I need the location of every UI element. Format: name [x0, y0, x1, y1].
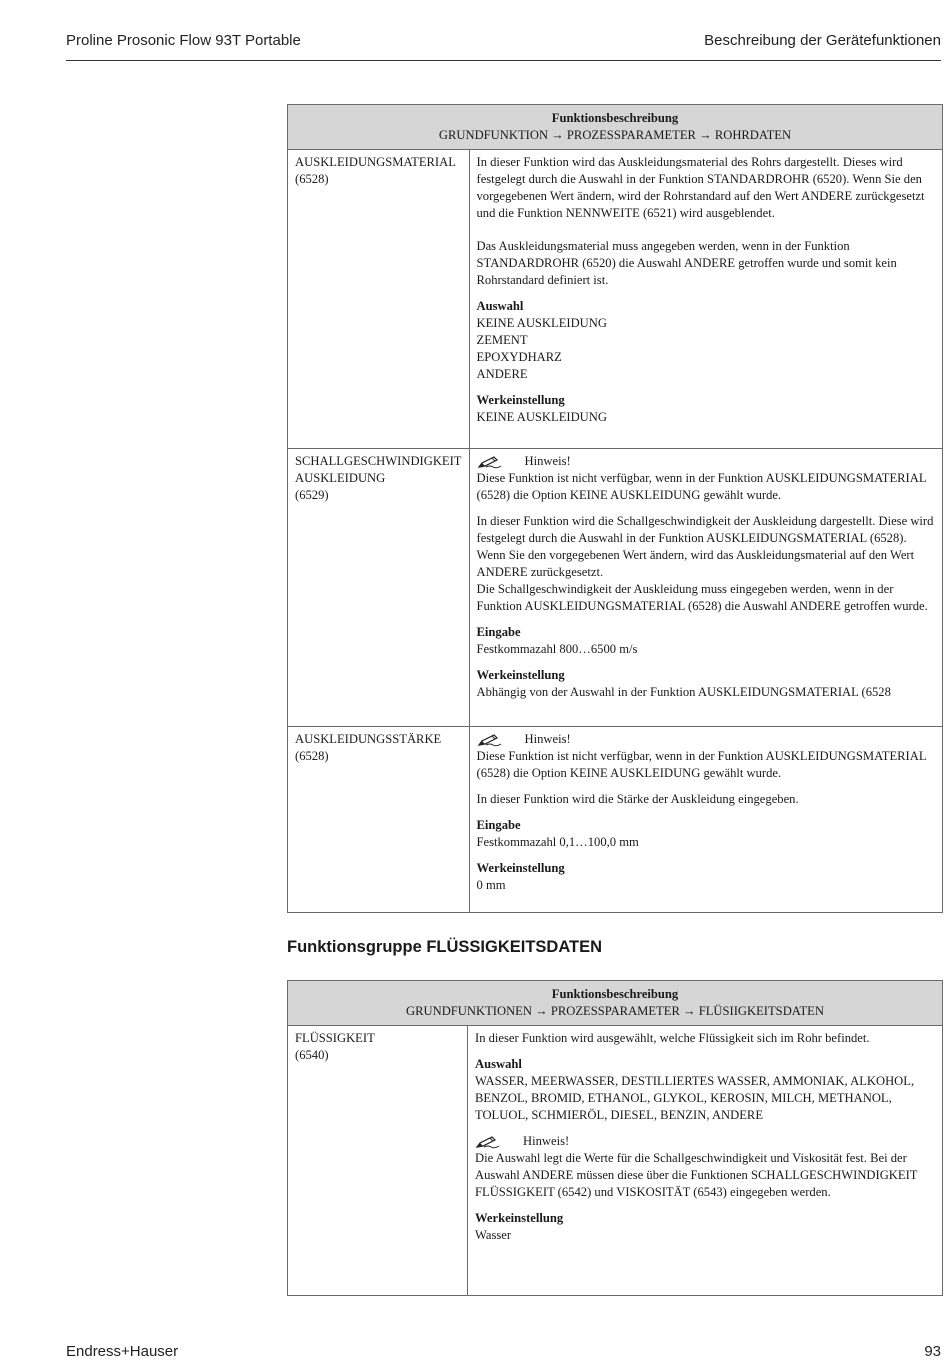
footer-brand: Endress+Hauser — [66, 1343, 179, 1360]
choice-option: ANDERE — [476, 367, 528, 381]
note-text: Diese Funktion ist nicht verfügbar, wenn in der Funktion AUSKLEIDUNGSMATERIAL (6528) die Option KEINE AUSKLEIDUNG gewählt wurde. — [476, 471, 927, 502]
note-heading — [475, 1133, 935, 1150]
default-value: 0 mm — [476, 878, 506, 892]
table-row — [288, 727, 943, 913]
choice-option: KEINE AUSKLEIDUNG — [476, 316, 607, 330]
function-description-cell — [469, 449, 943, 727]
function-code: (6528) — [295, 172, 329, 186]
input-label: Eingabe — [476, 625, 521, 639]
page-number: 93 — [924, 1343, 941, 1360]
choice-label: Auswahl — [475, 1057, 522, 1071]
default-label: Werkeinstellung — [475, 1211, 564, 1225]
default-value: KEINE AUSKLEIDUNG — [476, 410, 607, 424]
description-paragraph: In dieser Funktion wird die Stärke der Auskleidung eingegeben. — [476, 792, 799, 806]
function-name: AUSKLEIDUNGSMATERIAL — [295, 155, 456, 169]
default-value: Abhängig von der Auswahl in der Funktion AUSKLEIDUNGSMATERIAL (6528 — [476, 685, 891, 699]
running-header-left: Proline Prosonic Flow 93T Portable — [66, 32, 301, 49]
function-name-cell — [288, 150, 470, 449]
note-text: Diese Funktion ist nicht verfügbar, wenn in der Funktion AUSKLEIDUNGSMATERIAL (6528) die Option KEINE AUSKLEIDUNG gewählt wurde. — [476, 749, 927, 780]
note-label: Hinweis! — [523, 1134, 570, 1148]
function-name: FLÜSSIGKEIT — [295, 1031, 375, 1045]
note-text: Die Auswahl legt die Werte für die Schallgeschwindigkeit und Viskosität fest. Bei der Auswahl ANDERE müssen diese über die Funktionen SCHALLGESCHWINDIGKEIT FLÜSSIGKEIT (6542) und VISKOSITÄT (6543) eingegeben werden. — [475, 1151, 918, 1199]
note-label: Hinweis! — [524, 454, 571, 468]
table-title: Funktionsbeschreibung — [551, 987, 679, 1001]
running-header-right: Beschreibung der Gerätefunktionen — [704, 32, 941, 49]
table-path: GRUNDFUNKTIONEN → PROZESSPARAMETER → FLÜSIIGKEITSDATEN — [406, 1004, 824, 1018]
default-label: Werkeinstellung — [476, 861, 565, 875]
input-label: Eingabe — [476, 818, 521, 832]
description-paragraph: In dieser Funktion wird ausgewählt, welche Flüssigkeit sich im Rohr befindet. — [475, 1031, 870, 1045]
function-name-cell — [288, 727, 470, 913]
description-paragraph: In dieser Funktion wird das Auskleidungsmaterial des Rohrs dargestellt. Dieses wird festgelegt durch die Auswahl in der Funktion STANDARDROHR (6520). Wenn Sie den vorgegebenen Wert ändern, wird der Rohrstandard auf den Wert ANDERE zurückgesetzt und die Funktion NENNWEITE (6521) wird ausgeblendet. — [476, 155, 925, 220]
note-label: Hinweis! — [524, 732, 571, 746]
pencil-note-icon — [477, 455, 503, 469]
note-heading — [477, 731, 936, 748]
choice-option: ZEMENT — [476, 333, 528, 347]
table-row — [288, 449, 943, 727]
function-description-cell — [469, 150, 943, 449]
table-header — [288, 105, 943, 150]
function-description-cell — [468, 1026, 943, 1296]
function-table-fluessigkeitsdaten — [287, 980, 943, 1296]
table-path: GRUNDFUNKTION → PROZESSPARAMETER → ROHRDATEN — [438, 128, 792, 142]
function-code: (6529) — [295, 488, 329, 502]
choice-label: Auswahl — [476, 299, 524, 313]
description-paragraph: Die Schallgeschwindigkeit der Auskleidung muss eingegeben werden, wenn in der Funktion AUSKLEIDUNGSMATERIAL (6528) die Auswahl ANDERE getroffen wurde. — [476, 582, 928, 613]
default-label: Werkeinstellung — [476, 393, 565, 407]
function-name-cell — [288, 449, 470, 727]
default-label: Werkeinstellung — [476, 668, 565, 682]
note-heading — [477, 453, 936, 470]
table-header — [288, 981, 943, 1026]
header-rule — [66, 60, 941, 61]
function-name: AUSKLEIDUNG — [295, 471, 386, 485]
function-code: (6540) — [295, 1048, 329, 1062]
function-name-cell — [288, 1026, 468, 1296]
function-name: SCHALLGESCHWINDIGKEIT — [295, 454, 462, 468]
function-description-cell — [469, 727, 943, 913]
choice-options: WASSER, MEERWASSER, DESTILLIERTES WASSER, AMMONIAK, ALKOHOL, BENZOL, BROMID, ETHANOL, GLYKOL, KEROSIN, MILCH, METHANOL, TOLUOL, SCHMIERÖL, DIESEL, BENZIN, ANDERE — [475, 1074, 915, 1122]
function-table-rohrdaten — [287, 104, 943, 913]
section-heading: Funktionsgruppe FLÜSSIGKEITSDATEN — [287, 938, 603, 956]
table-title: Funktionsbeschreibung — [551, 111, 679, 125]
default-value: Wasser — [475, 1228, 512, 1242]
function-name: AUSKLEIDUNGSSTÄRKE — [295, 732, 442, 746]
pencil-note-icon — [475, 1135, 501, 1149]
description-paragraph: In dieser Funktion wird die Schallgeschwindigkeit der Auskleidung dargestellt. Diese wird festgelegt durch die Auswahl in der Funktion AUSKLEIDUNGSMATERIAL (6528). Wenn Sie den vorgegebenen Wert ändern, wird das Auskleidungsmaterial auf den Wert ANDERE zurückgesetzt. — [476, 514, 934, 579]
input-value: Festkommazahl 0,1…100,0 mm — [476, 835, 639, 849]
choice-option: EPOXYDHARZ — [476, 350, 562, 364]
description-paragraph: Das Auskleidungsmaterial muss angegeben werden, wenn in der Funktion STANDARDROHR (6520) die Auswahl ANDERE getroffen wurde und somit kein Rohrstandard definiert ist. — [476, 239, 897, 287]
table-row — [288, 1026, 943, 1296]
input-value: Festkommazahl 800…6500 m/s — [476, 642, 638, 656]
pencil-note-icon — [477, 733, 503, 747]
table-row — [288, 150, 943, 449]
function-code: (6528) — [295, 749, 329, 763]
